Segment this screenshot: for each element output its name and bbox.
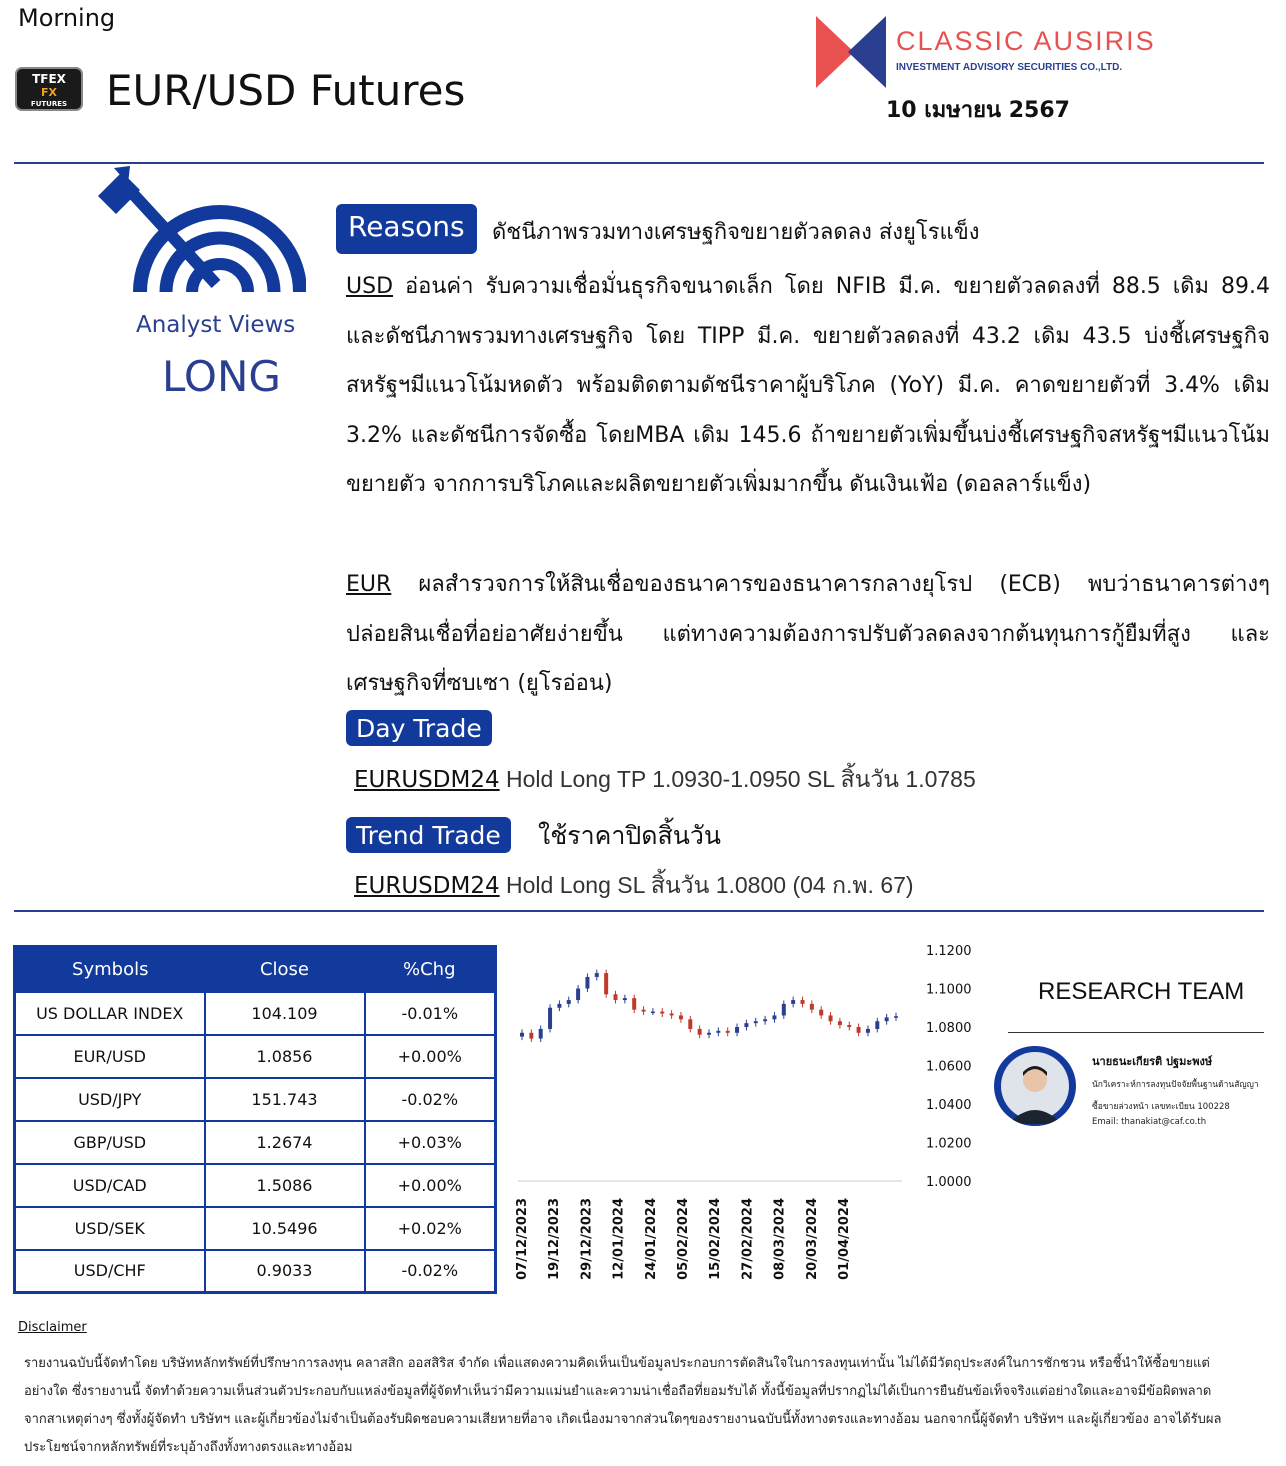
quote-change: -0.02% (365, 1250, 496, 1293)
candle-body (838, 1021, 842, 1025)
table-row (15, 1078, 496, 1121)
candle-body (726, 1031, 730, 1033)
trend-trade-line (354, 868, 914, 904)
y-tick-label: 1.0200 (926, 1136, 972, 1152)
x-tick-label: 01/04/2024 (837, 1198, 853, 1280)
candle-body (744, 1023, 748, 1027)
candle-body (557, 1004, 561, 1008)
x-tick-label: 05/02/2024 (676, 1198, 692, 1280)
candle-body (698, 1029, 702, 1035)
quote-symbol: USD/SEK (15, 1207, 205, 1250)
header-close: Close (205, 947, 365, 992)
analyst-email: Email: thanakiat@caf.co.th (1092, 1117, 1207, 1127)
candle-body (735, 1027, 739, 1033)
y-tick-label: 1.0600 (926, 1059, 972, 1075)
candle-body (623, 998, 627, 1000)
trend-trade-badge: Trend Trade (346, 817, 511, 853)
table-header-row (15, 947, 496, 992)
quote-change: +0.00% (365, 1164, 496, 1207)
reasons-headline: ดัชนีภาพรวมทางเศรษฐกิจขยายตัวลดลง ส่งยูโรแข็ง (492, 220, 980, 245)
candle-body (548, 1008, 552, 1029)
page-title: EUR/USD Futures (106, 66, 466, 115)
quote-symbol: USD/CAD (15, 1164, 205, 1207)
table-row (15, 1035, 496, 1078)
candle-body (529, 1033, 533, 1039)
candle-body (642, 1010, 646, 1012)
quote-symbol: USD/JPY (15, 1078, 205, 1121)
candle-body (688, 1019, 692, 1029)
table-row (15, 1164, 496, 1207)
candle-body (595, 973, 599, 977)
header-symbols: Symbols (15, 947, 205, 992)
session-label: Morning (18, 4, 116, 32)
trend-trade-note: ใช้ราคาปิดสิ้นวัน (538, 821, 721, 850)
body-divider (14, 910, 1264, 912)
candle-body (539, 1029, 543, 1039)
table-row (15, 1250, 496, 1293)
quote-close: 10.5496 (205, 1207, 365, 1250)
svg-text:FUTURES: FUTURES (30, 100, 68, 108)
candle-body (885, 1017, 889, 1021)
table-row (15, 1121, 496, 1164)
quote-symbol: EUR/USD (15, 1035, 205, 1078)
candle-body (894, 1016, 898, 1018)
classic-ausiris-logo-mark (816, 16, 886, 88)
x-tick-label: 29/12/2023 (579, 1198, 595, 1280)
candle-body (772, 1015, 776, 1019)
brand-subtitle: INVESTMENT ADVISORY SECURITIES CO.,LTD. (896, 62, 1123, 73)
quote-close: 1.0856 (205, 1035, 365, 1078)
eur-text: ผลสำรวจการให้สินเชื่อของธนาคารของธนาคารกลางยุโรป (ECB) พบว่าธนาคารต่างๆ ปล่อยสินเชื่อที่อย่อาศัยง่ายขึ้น แต่ทางความต้องการปรับตัวลดลงจากต้นทุนการกู้ยืมที่สูง และเศรษฐกิจที่ซบเซา (ยูโรอ่อน) (346, 572, 1270, 696)
brand-name: CLASSIC AUSIRIS (896, 26, 1156, 56)
analyst-views-label: Analyst Views (136, 312, 296, 338)
svg-text:FX: FX (41, 86, 57, 99)
candle-body (829, 1015, 833, 1021)
x-tick-label: 19/12/2023 (547, 1198, 563, 1280)
day-trade-symbol: EURUSDM24 (354, 767, 500, 793)
analyst-name: นายธนะเกียรติ ปฐมะพงษ์ (1092, 1055, 1213, 1068)
trend-trade-symbol: EURUSDM24 (354, 873, 500, 899)
quote-symbol: USD/CHF (15, 1250, 205, 1293)
usd-label: USD (346, 274, 394, 299)
x-tick-label: 08/03/2024 (772, 1198, 788, 1280)
y-tick-label: 1.0000 (926, 1175, 972, 1190)
x-tick-label: 07/12/2023 (515, 1198, 530, 1280)
candle-body (716, 1031, 720, 1033)
quote-change: +0.00% (365, 1035, 496, 1078)
analyst-role: นักวิเคราะห์การลงทุนปัจจัยพื้นฐานด้านสัญญาซื้อขายล่วงหน้า เลขทะเบียน 100228 (1092, 1080, 1259, 1112)
candle-body (651, 1012, 655, 1014)
day-trade-text: Hold Long TP 1.0930-1.0950 SL สิ้นวัน 1.0785 (499, 766, 976, 792)
usd-paragraph (346, 262, 1270, 510)
eur-label: EUR (346, 572, 392, 597)
candle-body (614, 994, 618, 1000)
y-tick-label: 1.1000 (926, 982, 972, 998)
header-chg: %Chg (365, 947, 496, 992)
candle-body (782, 1004, 786, 1016)
candle-body (670, 1014, 674, 1016)
candle-body (576, 989, 580, 1001)
quote-change: +0.02% (365, 1207, 496, 1250)
usd-text: อ่อนค่า รับความเชื่อมั่นธุรกิจขนาดเล็ก โดย NFIB มี.ค. ขยายตัวลดลงที่ 88.5 เดิม 89.4 และดัชนีภาพรวมทางเศรษฐกิจ โดย TIPP มี.ค. ขยายตัวลดลงที่ 43.2 เดิม 43.5 บ่งชี้เศรษฐกิจสหรัฐฯมีแนวโน้มหดตัว พร้อมติดตามดัชนีราคาผู้บริโภค (YoY) มี.ค. คาดขยายตัวที่ 3.4% เดิม 3.2% และดัชนีการจัดซื้อ โดยMBA เดิม 145.6 ถ้าขยายตัวเพิ่มขึ้นบ่งชี้เศรษฐกิจสหรัฐฯมีแนวโน้มขยายตัว จากการบริโภคและผลิตขยายตัวเพิ่มมากขึ้น ดันเงินเฟ้อ (ดอลลาร์แข็ง) (346, 274, 1270, 497)
candle-body (679, 1015, 683, 1019)
research-team-title: RESEARCH TEAM (1038, 978, 1245, 1005)
quote-change: +0.03% (365, 1121, 496, 1164)
candle-body (520, 1033, 524, 1037)
y-tick-label: 1.0800 (926, 1021, 972, 1036)
candle-body (866, 1029, 870, 1033)
candle-body (763, 1019, 767, 1021)
candle-body (585, 977, 589, 989)
candle-body (791, 1000, 795, 1004)
quote-close: 151.743 (205, 1078, 365, 1121)
quote-close: 0.9033 (205, 1250, 365, 1293)
quote-symbol: US DOLLAR INDEX (15, 992, 205, 1035)
x-tick-label: 20/03/2024 (804, 1198, 820, 1280)
report-date: 10 เมษายน 2567 (886, 98, 1070, 123)
x-tick-label: 12/01/2024 (611, 1198, 627, 1280)
candle-body (801, 1000, 805, 1004)
candle-body (567, 1000, 571, 1004)
quotes-table (13, 945, 497, 1294)
reasons-badge: Reasons (336, 204, 477, 254)
x-tick-label: 15/02/2024 (708, 1198, 724, 1280)
disclaimer-text: รายงานฉบับนี้จัดทำโดย บริษัทหลักทรัพย์ที่ปรึกษาการลงทุน คลาสสิก ออสสิริส จำกัด เพื่อแสดงความคิดเห็นเป็นข้อมูลประกอบการตัดสินใจในการลงทุนเท่านั้น ไม่ได้มีวัตถุประสงค์ในการชักชวน หรือชี้นำให้ซื้อขายแต่อย่างใด ซึ่งรายงานนี้ จัดทำด้วยความเห็นส่วนตัวประกอบกับแหล่งข้อมูลที่ผู้จัดทำเห็นว่ามีความแม่นยำและความน่าเชื่อถือที่ยอมรับได้ ทั้งนี้ข้อมูลที่ปรากฏไม่ได้เป็นการยืนยันข้อเท็จจริงแต่อย่างใดและอาจมีข้อผิดพลาดจากสาเหตุต่างๆ ซึ่งทั้งผู้จัดทำ บริษัทฯ และผู้เกี่ยวข้องไม่จำเป็นต้องรับผิดชอบความเสียหายที่อาจ เกิดเนื่องมาจากส่วนใดๆของรายงานฉบับนี้ทั้งทางตรงและทางอ้อม นอกจากนี้ผู้จัดทำ บริษัทฯ และผู้เกี่ยวข้อง อาจได้รับผลประโยชน์จากหลักทรัพย์ที่ระบุอ้างถึงทั้งทางตรงและทางอ้อม (24, 1356, 1222, 1455)
quote-change: -0.01% (365, 992, 496, 1035)
eurusd-price-chart (506, 936, 982, 1292)
candle-body (707, 1033, 711, 1035)
candle-body (604, 973, 608, 994)
candle-body (847, 1025, 851, 1027)
eur-paragraph (346, 560, 1270, 709)
y-tick-label: 1.1200 (926, 944, 972, 959)
quote-close: 1.2674 (205, 1121, 365, 1164)
tfex-fx-futures-logo (14, 66, 84, 112)
candle-body (857, 1027, 861, 1033)
svg-text:TFEX: TFEX (32, 72, 66, 86)
candle-body (754, 1021, 758, 1023)
y-tick-label: 1.0400 (926, 1098, 972, 1113)
x-tick-label: 24/01/2024 (643, 1198, 659, 1280)
research-divider (1008, 1032, 1264, 1033)
table-row (15, 1207, 496, 1250)
quote-change: -0.02% (365, 1078, 496, 1121)
candle-body (660, 1012, 664, 1014)
candle-body (632, 998, 636, 1010)
table-row (15, 992, 496, 1035)
quote-close: 1.5086 (205, 1164, 365, 1207)
target-arrow-icon (94, 166, 306, 296)
x-tick-label: 27/02/2024 (740, 1198, 756, 1280)
candle-body (875, 1021, 879, 1029)
candle-body (819, 1010, 823, 1016)
quote-close: 104.109 (205, 992, 365, 1035)
candle-body (810, 1004, 814, 1010)
disclaimer-title: Disclaimer (18, 1320, 87, 1335)
header-divider (14, 162, 1264, 164)
quote-symbol: GBP/USD (15, 1121, 205, 1164)
day-trade-badge: Day Trade (346, 710, 492, 746)
analyst-stance: LONG (162, 352, 281, 401)
trend-trade-text: Hold Long SL สิ้นวัน 1.0800 (04 ก.พ. 67) (499, 872, 914, 898)
analyst-avatar (994, 1046, 1076, 1126)
day-trade-line (354, 762, 976, 798)
